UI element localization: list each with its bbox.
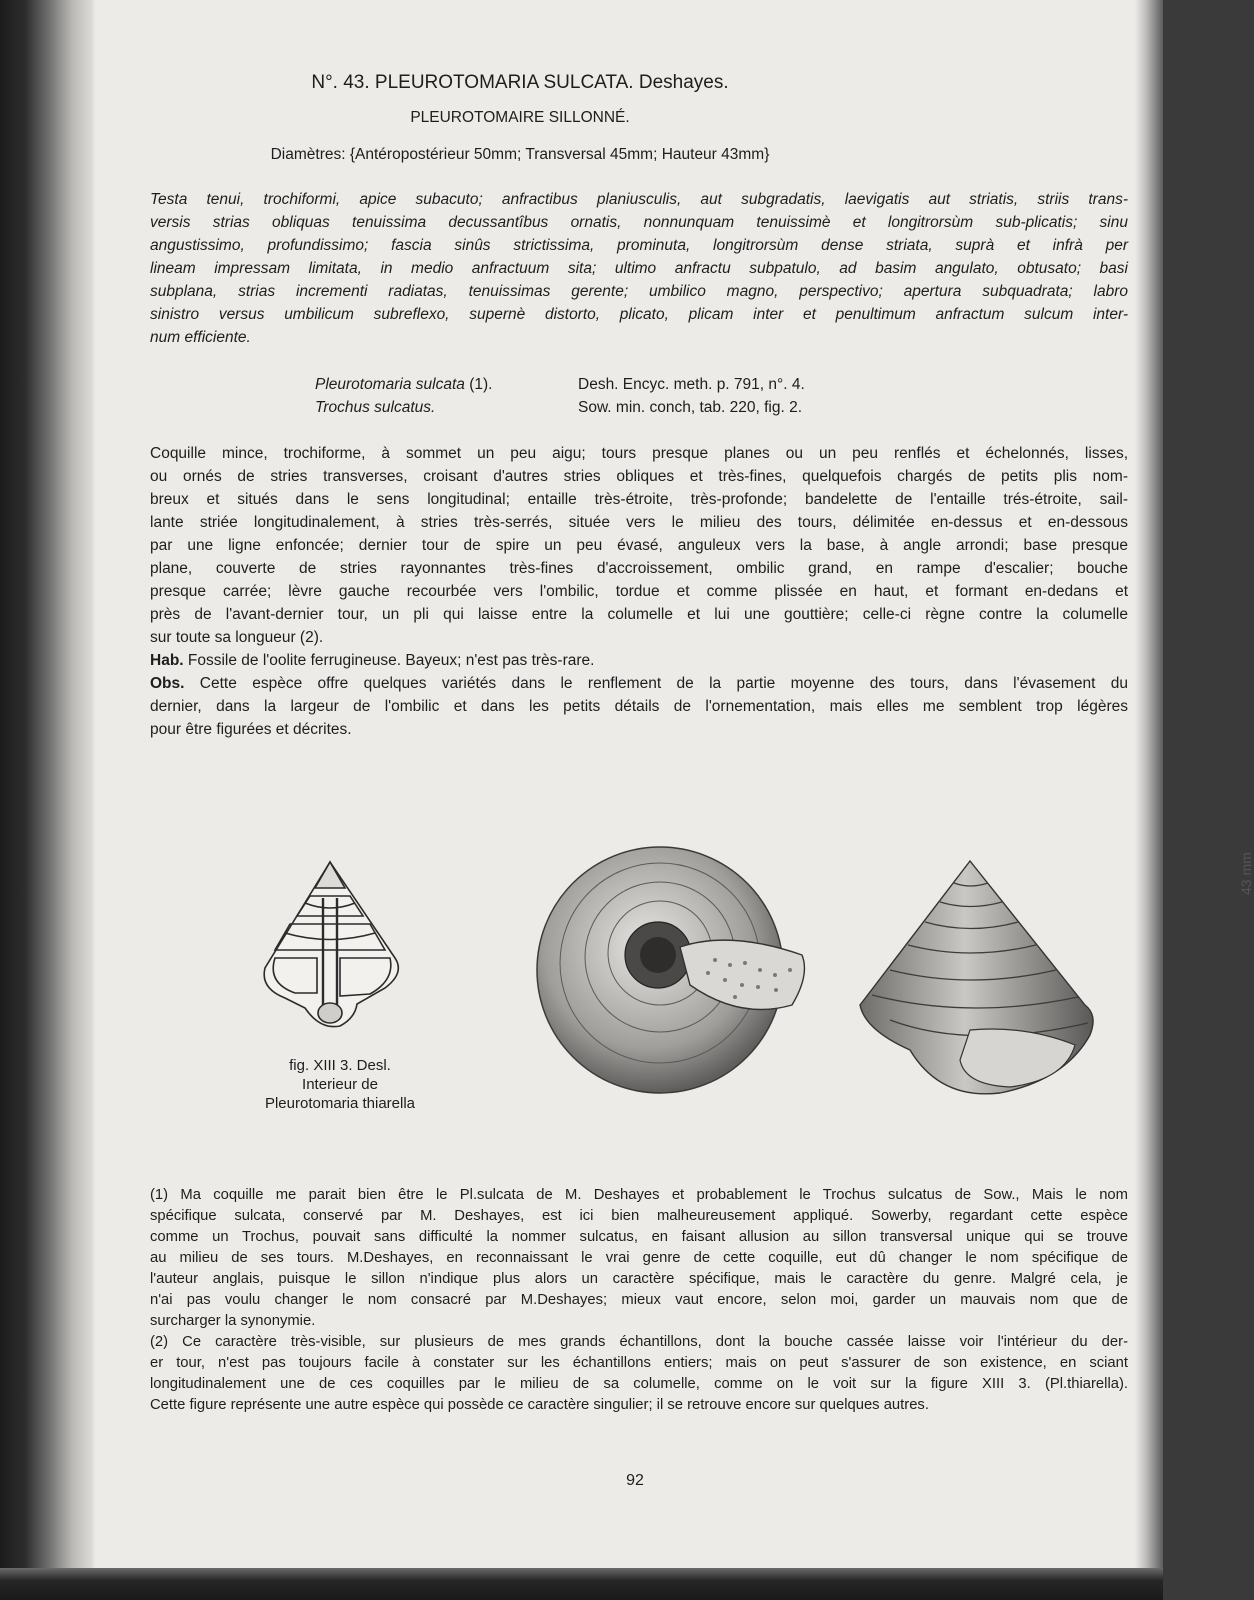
latin-line: angustissimo, profundissimo; fascia sinûs strictissima, prominuta, longitrorsùm dense striata, suprà et infrà per [150, 237, 1128, 254]
footnote-line: (1) Ma coquille me parait bien être le Pl.sulcata de M. Deshayes et probablement le Trochus sulcatus de Sow., Mais le nom [150, 1187, 1128, 1203]
habitat-paragraph: Hab. Fossile de l'oolite ferrugineuse. Bayeux; n'est pas très-rare. [150, 652, 595, 669]
synonym-name: Trochus sulcatus. [315, 399, 436, 416]
french-line: sur toute sa longueur (2). [150, 629, 324, 646]
page-number: 92 [626, 1472, 644, 1489]
footnote-line: er tour, n'est pas toujours facile à constater sur les échantillons entiers; mais on peut s'assurer de son existence, en sciant [150, 1355, 1128, 1371]
footnote-line: comme un Trochus, pouvait sans difficulté la nommer sulcatus, en faisant allusion au sillon transversal unique qui se trouve [150, 1229, 1128, 1245]
french-line: presque carrée; lèvre gauche recourbée vers l'ombilic, tordue et comme plissée en haut, et formant en-dedans et [150, 583, 1128, 600]
shell-section-illustration [245, 858, 415, 1038]
observations-line: Obs. Cette espèce offre quelques variétés dans le renflement de la partie moyenne des tours, dans l'évasement du [150, 675, 1128, 692]
observations-line: pour être figurées et décrites. [150, 721, 352, 738]
footnote-line: au milieu de ses tours. M.Deshayes, en reconnaissant le vrai genre de cette coquille, eut dû changer le nom spécifique de [150, 1250, 1128, 1266]
latin-line: versis strias obliquas tenuissima decussantîbus ornatis, nonnunquam tenuissimè et longitrorsùm sub-plicatis; sinu [150, 214, 1128, 231]
french-line: Coquille mince, trochiforme, à sommet un peu aigu; tours presque planes ou un peu renflés et échelonnés, lisses, [150, 445, 1128, 462]
species-french-name: PLEUROTOMAIRE SILLONNÉ. [410, 109, 630, 126]
shell-side-view-illustration [850, 855, 1100, 1100]
french-line: par une ligne enfoncée; dernier tour de spire un peu évasé, anguleux vers la base, à angle arrondi; base presque [150, 537, 1128, 554]
footnote-line: longitudinalement une de ces coquilles par le milieu de sa columelle, comme on le voit sur la figure XIII 3. (Pl.thiarella). [150, 1376, 1128, 1392]
footnote-line: l'auteur anglais, puisque le sillon n'indique plus alors un caractère spécifique, mais le caractère du genre. Malgré cela, je [150, 1271, 1128, 1287]
footnote-line: spécifique sulcata, conservé par M. Deshayes, est ici bien malheureusement appliqué. Sowerby, regardant cette espèce [150, 1208, 1128, 1224]
french-line: plane, couverte de stries rayonnantes très-fines d'accroissement, ombilic grand, en rampe d'escalier; bouche [150, 560, 1128, 577]
caption-line: fig. XIII 3. Desl. [289, 1057, 391, 1074]
footnote-line: (2) Ce caractère très-visible, sur plusieurs de mes grands échantillons, dont la bouche cassée laisse voir l'intérieur du der- [150, 1334, 1128, 1350]
footnote-line: surcharger la synonymie. [150, 1313, 316, 1329]
french-line: breux et situés dans le sens longitudinal; entaille très-étroite, très-profonde; bandelette de l'entaille trés-étroite, sail- [150, 491, 1128, 508]
page-content [150, 0, 1254, 1565]
scale-label: 43 mm [1238, 852, 1254, 895]
species-title: N°. 43. PLEUROTOMARIA SULCATA. Deshayes. [311, 72, 729, 93]
french-line: ou ornés de stries transverses, croisant d'autres stries obliques et très-fines, quelquefois chargés de petits plis nom- [150, 468, 1128, 485]
latin-line: sinistro versus umbilicum subreflexo, supernè distorto, plicato, plicam inter et penultimum anfractum sulcum inter- [150, 306, 1128, 323]
footnote-line: n'ai pas voulu changer le nom consacré par M.Deshayes; mieux vaut encore, selon moi, garder un mauvais nom que de [150, 1292, 1128, 1308]
figure-caption [245, 1056, 435, 1113]
synonym-name: Pleurotomaria sulcata (1). [315, 376, 493, 393]
species-dimensions: Diamètres: {Antéropostérieur 50mm; Transversal 45mm; Hauteur 43mm} [270, 146, 770, 163]
scan-bottom-border [0, 1568, 1163, 1600]
latin-line: subplana, strias incrementi radiatas, tenuissimas gerente; umbilico magno, perspectivo; apertura subquadrata; labro [150, 283, 1128, 300]
caption-line: Pleurotomaria thiarella [264, 1095, 416, 1112]
latin-line: Testa tenui, trochiformi, apice subacuto; anfractibus planiusculis, aut subgradatis, laevigatis aut striatis, striis trans- [150, 191, 1128, 208]
footnote-line: Cette figure représente une autre espèce qui possède ce caractère singulier; il se retrouve encore sur quelques autres. [150, 1397, 929, 1413]
synonym-reference: Sow. min. conch, tab. 220, fig. 2. [578, 399, 803, 416]
book-gutter-shadow [0, 0, 95, 1600]
french-line: lante striée longitudinalement, à stries très-serrés, située vers le milieu des tours, délimitée en-dessus et en-dessous [150, 514, 1128, 531]
synonym-reference: Desh. Encyc. meth. p. 791, n°. 4. [578, 376, 805, 393]
caption-line: Interieur de [302, 1076, 378, 1093]
observations-line: dernier, dans la largeur de l'ombilic et dans les petits détails de l'ornementation, mais elles me semblent trop légères [150, 698, 1128, 715]
latin-line: lineam impressam limitata, in medio anfractuum sita; ultimo anfractu subpatulo, ad basim angulato, obtusato; basi [150, 260, 1128, 277]
shell-base-view-illustration [530, 845, 810, 1095]
latin-line: num efficiente. [150, 329, 251, 346]
french-line: près de l'avant-dernier tour, un pli qui laisse entre la columelle et lui une gouttière; celle-ci règne contre la columelle [150, 606, 1128, 623]
